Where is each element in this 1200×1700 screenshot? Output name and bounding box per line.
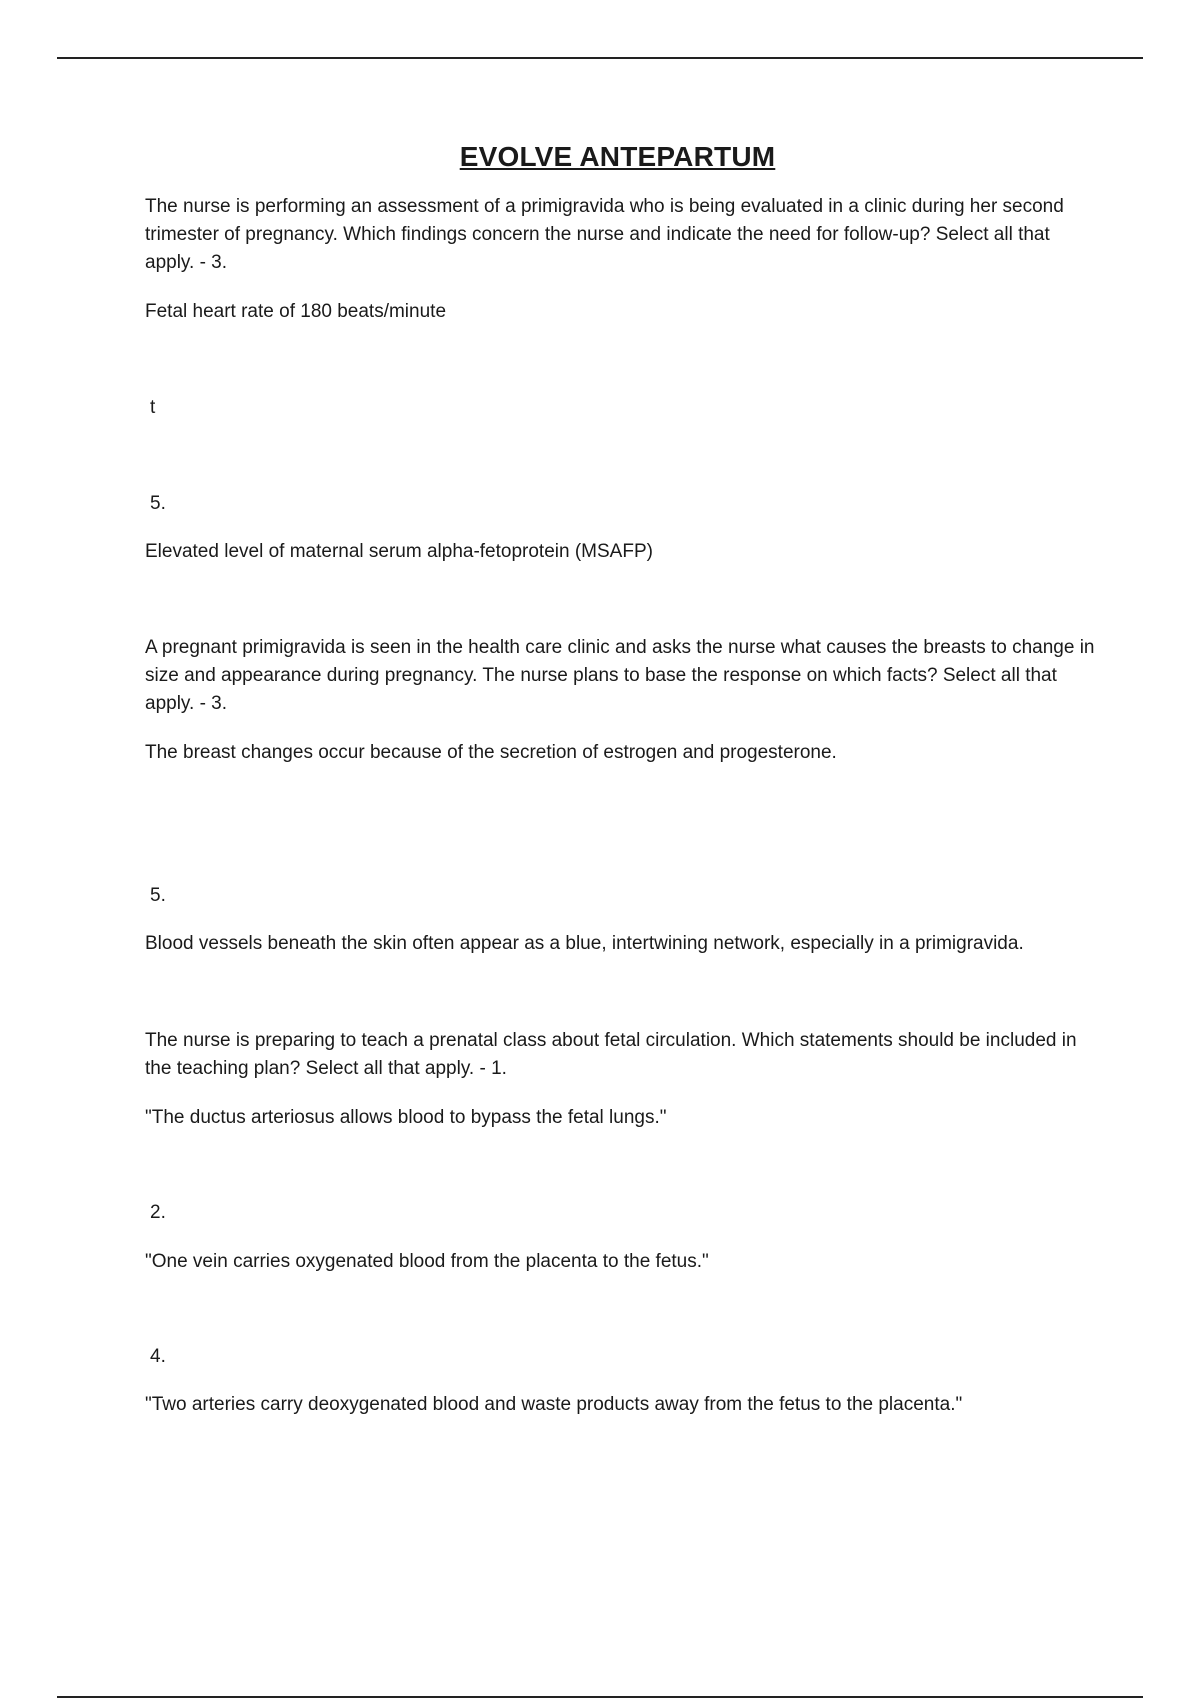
question-1-marker-1: t bbox=[150, 397, 156, 418]
question-1-marker-2: 5. bbox=[150, 493, 166, 514]
question-2-marker-1: 5. bbox=[150, 885, 166, 906]
question-3-answer-2: "One vein carries oxygenated blood from the placenta to the fetus." bbox=[145, 1251, 709, 1272]
question-2-answer-2: Blood vessels beneath the skin often appear as a blue, intertwining network, especially in a primigravida. bbox=[145, 933, 1024, 954]
question-1-answer-1: Fetal heart rate of 180 beats/minute bbox=[145, 301, 447, 322]
bottom-rule bbox=[57, 1696, 1143, 1698]
question-3-answer-3: "Two arteries carry deoxygenated blood and waste products away from the fetus to the placenta." bbox=[145, 1394, 963, 1415]
question-3-marker-1: 2. bbox=[150, 1202, 166, 1223]
question-1-answer-2: Elevated level of maternal serum alpha-fetoprotein (MSAFP) bbox=[145, 541, 653, 562]
question-2-text: A pregnant primigravida is seen in the health care clinic and asks the nurse what causes the breasts to change in size and appearance during pregnancy. The nurse plans to base the response on which facts? Select all that apply. - 3. bbox=[145, 637, 1095, 714]
question-2-answer-1: The breast changes occur because of the secretion of estrogen and progesterone. bbox=[145, 742, 837, 763]
page-title: EVOLVE ANTEPARTUM bbox=[459, 141, 776, 172]
top-rule bbox=[57, 57, 1143, 59]
question-3-text: The nurse is preparing to teach a prenatal class about fetal circulation. Which statements should be included in the teaching plan? Select all that apply. - 1. bbox=[145, 1030, 1077, 1079]
question-3-answer-1: "The ductus arteriosus allows blood to bypass the fetal lungs." bbox=[145, 1107, 667, 1128]
question-1-text: The nurse is performing an assessment of a primigravida who is being evaluated in a clinic during her second trimester of pregnancy. Which findings concern the nurse and indicate the need for follow-up? Select all that apply. - 3. bbox=[145, 196, 1064, 273]
question-3-marker-2: 4. bbox=[150, 1346, 166, 1367]
